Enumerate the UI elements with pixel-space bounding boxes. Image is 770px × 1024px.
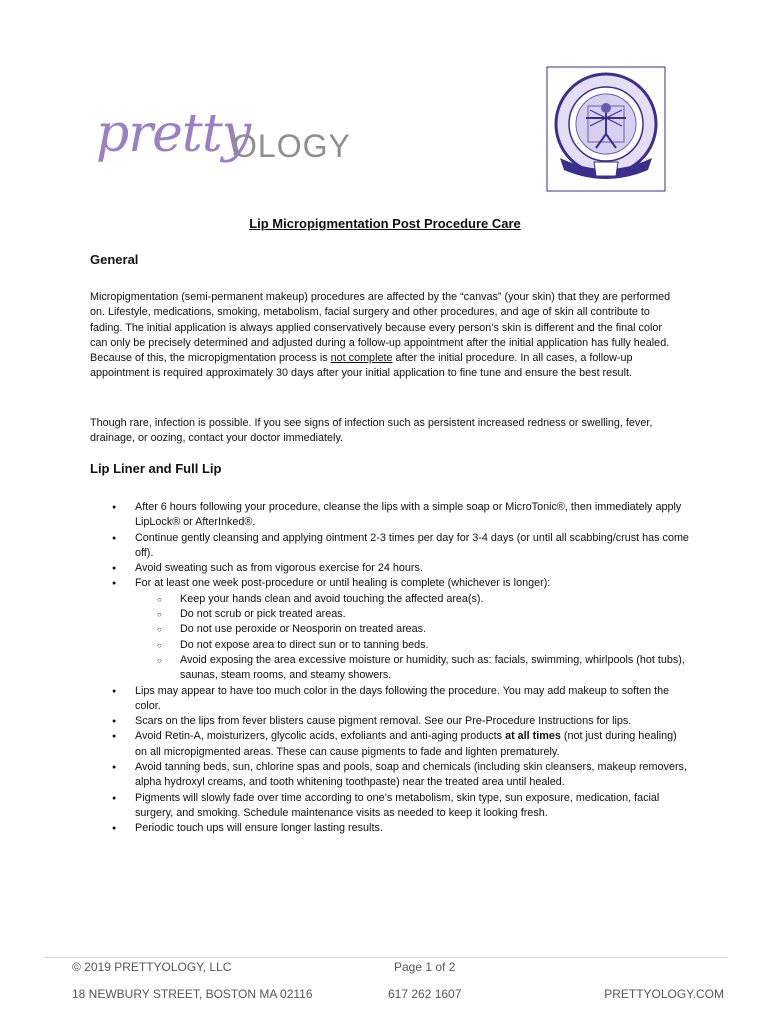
list-item: ● Scars on the lips from fever blisters cause pigment removal. See our Pre-Procedure Instructions for lips. xyxy=(90,714,690,729)
general-paragraph-1 xyxy=(90,290,682,382)
footer-copyright: © 2019 PRETTYOLOGY, LLC xyxy=(72,960,232,974)
document-title: Lip Micropigmentation Post Procedure Care xyxy=(249,216,521,231)
list-item: ● Continue gently cleansing and applying ointment 2-3 times per day for 3-4 days (or until all scabbing/crust has come off). xyxy=(90,531,690,562)
retin-a-part-b: (not just during healing) on all micropigmented areas. These can cause pigments to fade and lighten prematurely. xyxy=(135,730,677,758)
general-p1-part-a: Micropigmentation (semi-permanent makeup) procedures are affected by the “canvas” (your skin) that they are performed on. Lifestyle, medications, smoking, metabolism, facial surgery and other procedures, and age of skin all contribute to fading. The initial application is always applied conservatively because every person’s skin is different and the final color can only be precisely determined and adjusted during a follow-up appointment after the initial application has fully healed. Because of this, the micropigmentation process is xyxy=(90,291,671,365)
at-all-times-emphasis: at all times xyxy=(505,730,561,743)
list-item: ● Lips may appear to have too much color in the days following the procedure. You may add makeup to soften the color. xyxy=(90,684,690,715)
list-item: ● Periodic touch ups will ensure longer lasting results. xyxy=(90,821,690,836)
list-item-one-week xyxy=(90,576,690,683)
one-week-sublist xyxy=(135,592,690,684)
logo-text-pretty: pretty xyxy=(96,104,251,164)
footer-phone: 617 262 1607 xyxy=(388,987,462,1001)
logo-text-ology: OLOGY xyxy=(232,128,351,164)
academy-seal-icon xyxy=(546,66,666,192)
sub-list-item: ○ Keep your hands clean and avoid touching the affected area(s). xyxy=(135,592,690,607)
list-item-retin-a xyxy=(90,729,690,760)
list-item: ● Pigments will slowly fade over time according to one’s metabolism, skin type, sun exposure, medication, facial surgery, and smoking. Schedule maintenance visits as needed to keep it looking fresh. xyxy=(90,791,690,822)
sub-list-item: ○ Avoid exposing the area excessive moisture or humidity, such as: facials, swimming, whirlpools (hot tubs), saunas, steam rooms, and steamy showers. xyxy=(135,653,690,684)
not-complete-emphasis: not complete xyxy=(330,352,393,365)
list-item: ● Avoid sweating such as from vigorous exercise for 24 hours. xyxy=(90,561,690,576)
prettyology-logo xyxy=(92,92,352,192)
general-paragraph-2: Though rare, infection is possible. If you see signs of infection such as persistent increased redness or swelling, fever, drainage, or oozing, contact your doctor immediately. xyxy=(90,417,653,445)
footer-divider xyxy=(44,957,728,958)
footer-address: 18 NEWBURY STREET, BOSTON MA 02116 xyxy=(72,987,313,1001)
sub-list-item: ○ Do not use peroxide or Neosporin on treated areas. xyxy=(135,622,690,637)
care-instructions-list xyxy=(90,500,690,837)
list-item: ● After 6 hours following your procedure, cleanse the lips with a simple soap or MicroTonic®, then immediately apply LipLock® or AfterInked®. xyxy=(90,500,690,531)
list-item-text: For at least one week post-procedure or until healing is complete (whichever is longer): xyxy=(135,577,551,590)
retin-a-part-a: Avoid Retin-A, moisturizers, glycolic acids, exfoliants and anti-aging products xyxy=(135,730,506,743)
list-item: ● Avoid tanning beds, sun, chlorine spas and pools, soap and chemicals (including skin cleansers, makeup removers, alpha hydroxyl creams, and tooth whitening toothpaste) near the treated area until healed. xyxy=(90,760,690,791)
general-p1-part-b: after the initial procedure. In all cases, a follow-up appointment is required approximately 30 days after your initial application to fine tune and ensure the best result. xyxy=(90,352,633,380)
lip-liner-heading: Lip Liner and Full Lip xyxy=(90,461,222,476)
footer-page-number: Page 1 of 2 xyxy=(394,960,456,974)
sub-list-item: ○ Do not scrub or pick treated areas. xyxy=(135,607,690,622)
footer-website: PRETTYOLOGY.COM xyxy=(604,987,724,1001)
general-heading: General xyxy=(90,252,139,267)
sub-list-item: ○ Do not expose area to direct sun or to tanning beds. xyxy=(135,638,690,653)
